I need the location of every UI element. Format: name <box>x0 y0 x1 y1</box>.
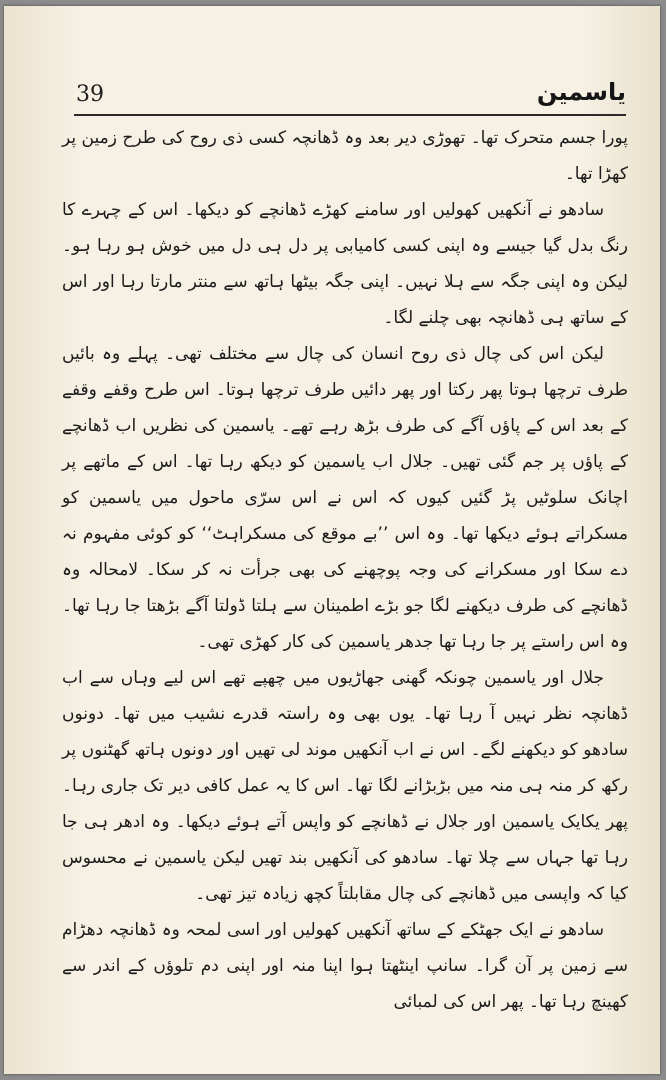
page-header <box>74 78 626 114</box>
running-title: یاسمین <box>536 78 626 106</box>
paragraph: لیکن اس کی چال ذی روح انسان کی چال سے مختلف تھی۔ پہلے وہ بائیں طرف ترچھا ہوتا پھر رکتا اور پھر دائیں طرف ترچھا ہوتا۔ اس طرح وقفے وقفے کے بعد اس کے پاؤں آگے کی طرف بڑھ رہے تھے۔ یاسمین کی نظریں اب ڈھانچے کے پاؤں پر جم گئی تھیں۔ جلال اب یاسمین کو دیکھ رہا تھا۔ اس کے ماتھے پر اچانک سلوٹیں پڑ گئیں کیوں کہ اس نے اس سرّی ماحول میں یاسمین کو مسکراتے ہوئے دیکھا تھا۔ وہ اس ’’بے موقع کی مسکراہٹ‘‘ کو کوئی مفہوم نہ دے سکا اور مسکرانے کی وجہ پوچھنے کی بھی جرأت نہ کر سکا۔ لامحالہ وہ ڈھانچے کی طرف دیکھنے لگا جو بڑے اطمینان سے ہلتا ڈولتا آگے بڑھتا جا رہا تھا۔ وہ اس راستے پر جا رہا تھا جدھر یاسمین کی کار کھڑی تھی۔ <box>62 344 628 652</box>
body-text <box>62 120 628 1020</box>
paragraph: پورا جسم متحرک تھا۔ تھوڑی دیر بعد وہ ڈھانچہ کسی ذی روح کی طرح زمین پر کھڑا تھا۔ <box>62 128 628 184</box>
book-page <box>4 6 660 1074</box>
page-number: 39 <box>76 82 104 107</box>
paragraph: جلال اور یاسمین چونکہ گھنی جھاڑیوں میں چھپے تھے اس لیے وہاں سے اب ڈھانچہ نظر نہیں آ رہا تھا۔ یوں بھی وہ راستہ قدرے نشیب میں تھا۔ دونوں سادھو کو دیکھنے لگے۔ اس نے اب آنکھیں موند لی تھیں اور دونوں ہاتھ گھٹنوں پر رکھ کر منہ ہی منہ میں بڑبڑانے لگا تھا۔ اس کا یہ عمل کافی دیر تک جاری رہا۔ پھر یکایک یاسمین اور جلال نے ڈھانچے کو واپس آتے ہوئے دیکھا۔ وہ ادھر ہی جا رہا تھا جہاں سے چلا تھا۔ سادھو کی آنکھیں بند تھیں لیکن یاسمین نے محسوس کیا کہ واپسی میں ڈھانچے کی چال مقابلتاً کچھ زیادہ تیز تھی۔ <box>62 668 628 904</box>
paragraph: سادھو نے ایک جھٹکے کے ساتھ آنکھیں کھولیں اور اسی لمحہ وہ ڈھانچہ دھڑام سے زمین پر آن گرا۔ سانپ اینٹھتا ہوا اپنا منہ اور اپنی دم تلوؤں کے اندر سے کھینچ رہا تھا۔ پھر اس کی لمبائی <box>62 920 628 1012</box>
header-rule <box>74 114 626 116</box>
paragraph: سادھو نے آنکھیں کھولیں اور سامنے کھڑے ڈھانچے کو دیکھا۔ اس کے چہرے کا رنگ بدل گیا جیسے وہ اپنی کسی کامیابی پر دل ہی دل میں خوش ہو رہا ہو۔ لیکن وہ اپنی جگہ سے ہلا نہیں۔ اپنی جگہ بیٹھا ہاتھ سے منتر مارتا رہا اور اس کے ساتھ ہی ڈھانچہ بھی چلنے لگا۔ <box>62 200 628 328</box>
